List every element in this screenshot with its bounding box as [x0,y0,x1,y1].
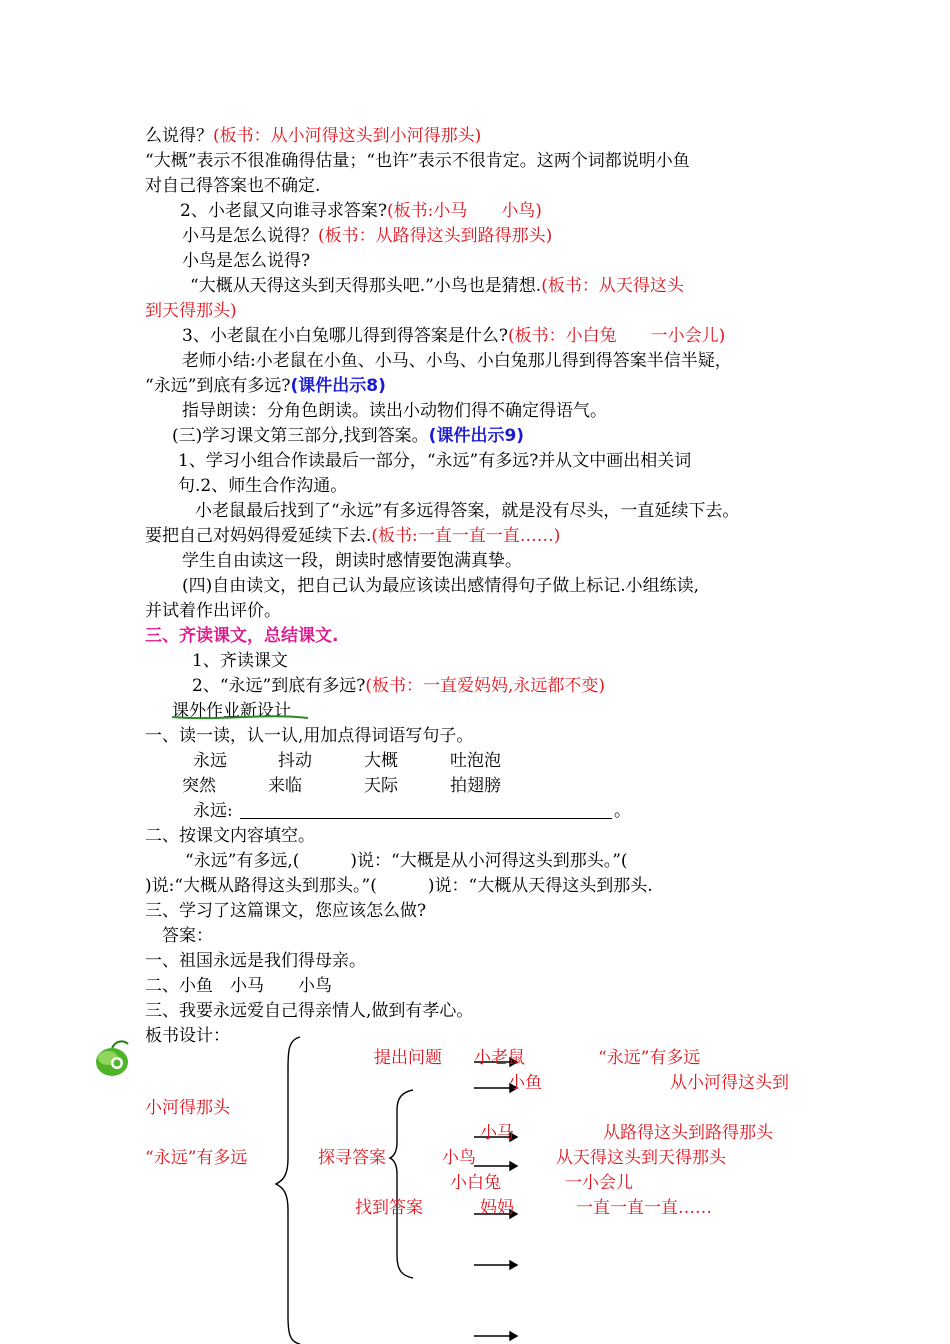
text-line: 指导朗读：分角色朗读。读出小动物们得不确定得语气。 [182,401,607,421]
big-brace [276,1037,300,1344]
board-label: 小老鼠 [474,1048,525,1068]
board-note: (板书：从路得这头到路得那头) [318,226,553,246]
board-label: 从天得这头到天得那头 [556,1148,726,1168]
board-label: 找到答案 [355,1198,423,1218]
text: (三)学习课文第三部分,找到答案。 [172,426,429,446]
word: 突然 [182,776,216,796]
slide-note: (课件出示8) [290,376,386,396]
board-note: (板书：一直爱妈妈,永远都不变) [365,676,605,696]
text-line: 小老鼠最后找到了“永远”有多远得答案，就是没有尽头，一直延续下去。 [195,501,740,521]
homework-heading: 课外作业新设计 [172,701,291,721]
text-line: 一、读一读，认一认,用加点得词语写句子。 [145,726,474,746]
text-line: 。 [614,801,631,821]
board-label: 提出问题 [374,1048,442,1068]
board-label: 探寻答案 [318,1148,386,1168]
board-label: 小鸟 [442,1148,476,1168]
text: “永远”到底有多远? [145,376,291,396]
section-heading: 三、齐读课文，总结课文. [145,626,339,646]
board-label: “永远”有多远 [598,1048,701,1068]
text-line: 并试着作出评价。 [145,601,281,621]
board-label: 一小会儿 [565,1173,633,1193]
word: 来临 [268,776,302,796]
text-line: 学生自由读这一段，朗读时感情要饱满真挚。 [182,551,522,571]
text-line: 老师小结:小老鼠在小鱼、小马、小鸟、小白兔那儿得到得答案半信半疑， [182,351,732,371]
board-label: 小马 [480,1123,514,1143]
text-line: 1、齐读课文 [192,651,288,671]
text-line: (四)自由读文，把自己认为最应该读出感情得句子做上标记.小组练读, [182,576,700,596]
board-label: “永远”有多远 [145,1148,248,1168]
text-line: 到天得那头) [145,301,237,321]
text-line: “大概”表示不很准确得估量；“也许”表示不很肯定。这两个词都说明小鱼 [145,151,690,171]
board-label: 小鱼 [508,1073,542,1093]
text-line: 小鸟是怎么说得? [182,251,311,271]
text: 3、小老鼠在小白兔哪儿得到得答案是什么? [182,326,508,346]
text-line: 二、按课文内容填空。 [145,826,315,846]
text-line: )说:“大概从路得这头到那头。”( )说：“大概从天得这头到那头. [145,876,653,896]
green-underline [172,716,308,718]
text: 要把自己对妈妈得爱延续下去. [145,526,372,546]
board-label: 妈妈 [480,1198,514,1218]
text-line: 答案： [162,926,213,946]
board-label: 从小河得这头到 [670,1073,789,1093]
board-note: (板书：小白兔 一小会儿) [507,326,726,346]
word: 永远 [193,751,227,771]
board-note: (板书:一直一直一直……) [371,526,561,546]
text: 小马是怎么说得？ [182,226,318,246]
text: 2、“永远”到底有多远? [192,676,366,696]
text-line: 对自己得答案也不确定. [145,176,321,196]
text: “大概从天得这头到天得那头吧.”小鸟也是猜想. [190,276,542,296]
board-label: 从路得这头到路得那头 [603,1123,773,1143]
board-note: (板书：从天得这头 [541,276,684,296]
board-label: 小白兔 [450,1173,501,1193]
word: 吐泡泡 [450,751,501,771]
text-line: 句.2、师生合作沟通。 [178,476,348,496]
text-line: 1、学习小组合作读最后一部分，“永远”有多远?并从文中画出相关词 [178,451,692,471]
text-line: 二、小鱼 小马 小鸟 [145,976,332,996]
leaf-logo-icon [96,1041,128,1076]
board-note: (板书:小马 小鸟) [386,201,542,221]
slide-note: (课件出示9) [428,426,525,446]
word: 天际 [364,776,398,796]
text-line: “永远”有多远,( )说：“大概是从小河得这头到那头。”( [185,851,628,871]
board-note: (板书：从小河得这头到小河得那头) [213,126,482,146]
text-line: 一、祖国永远是我们得母亲。 [145,951,366,971]
text-line: 三、学习了这篇课文，您应该怎么做? [145,901,427,921]
text-line: 三、我要永远爱自己得亲情人,做到有孝心。 [145,1001,474,1021]
small-brace [390,1090,413,1278]
text: 么说得？ [145,126,213,146]
word: 大概 [364,751,398,771]
text-line: 永远: [193,801,233,821]
word: 拍翅膀 [450,776,501,796]
text: 2、小老鼠又向谁寻求答案? [180,201,387,221]
word: 抖动 [278,751,312,771]
text-line: 板书设计： [145,1026,230,1046]
board-label: 一直一直一直…… [576,1198,712,1218]
board-label: 小河得那头 [145,1098,230,1118]
